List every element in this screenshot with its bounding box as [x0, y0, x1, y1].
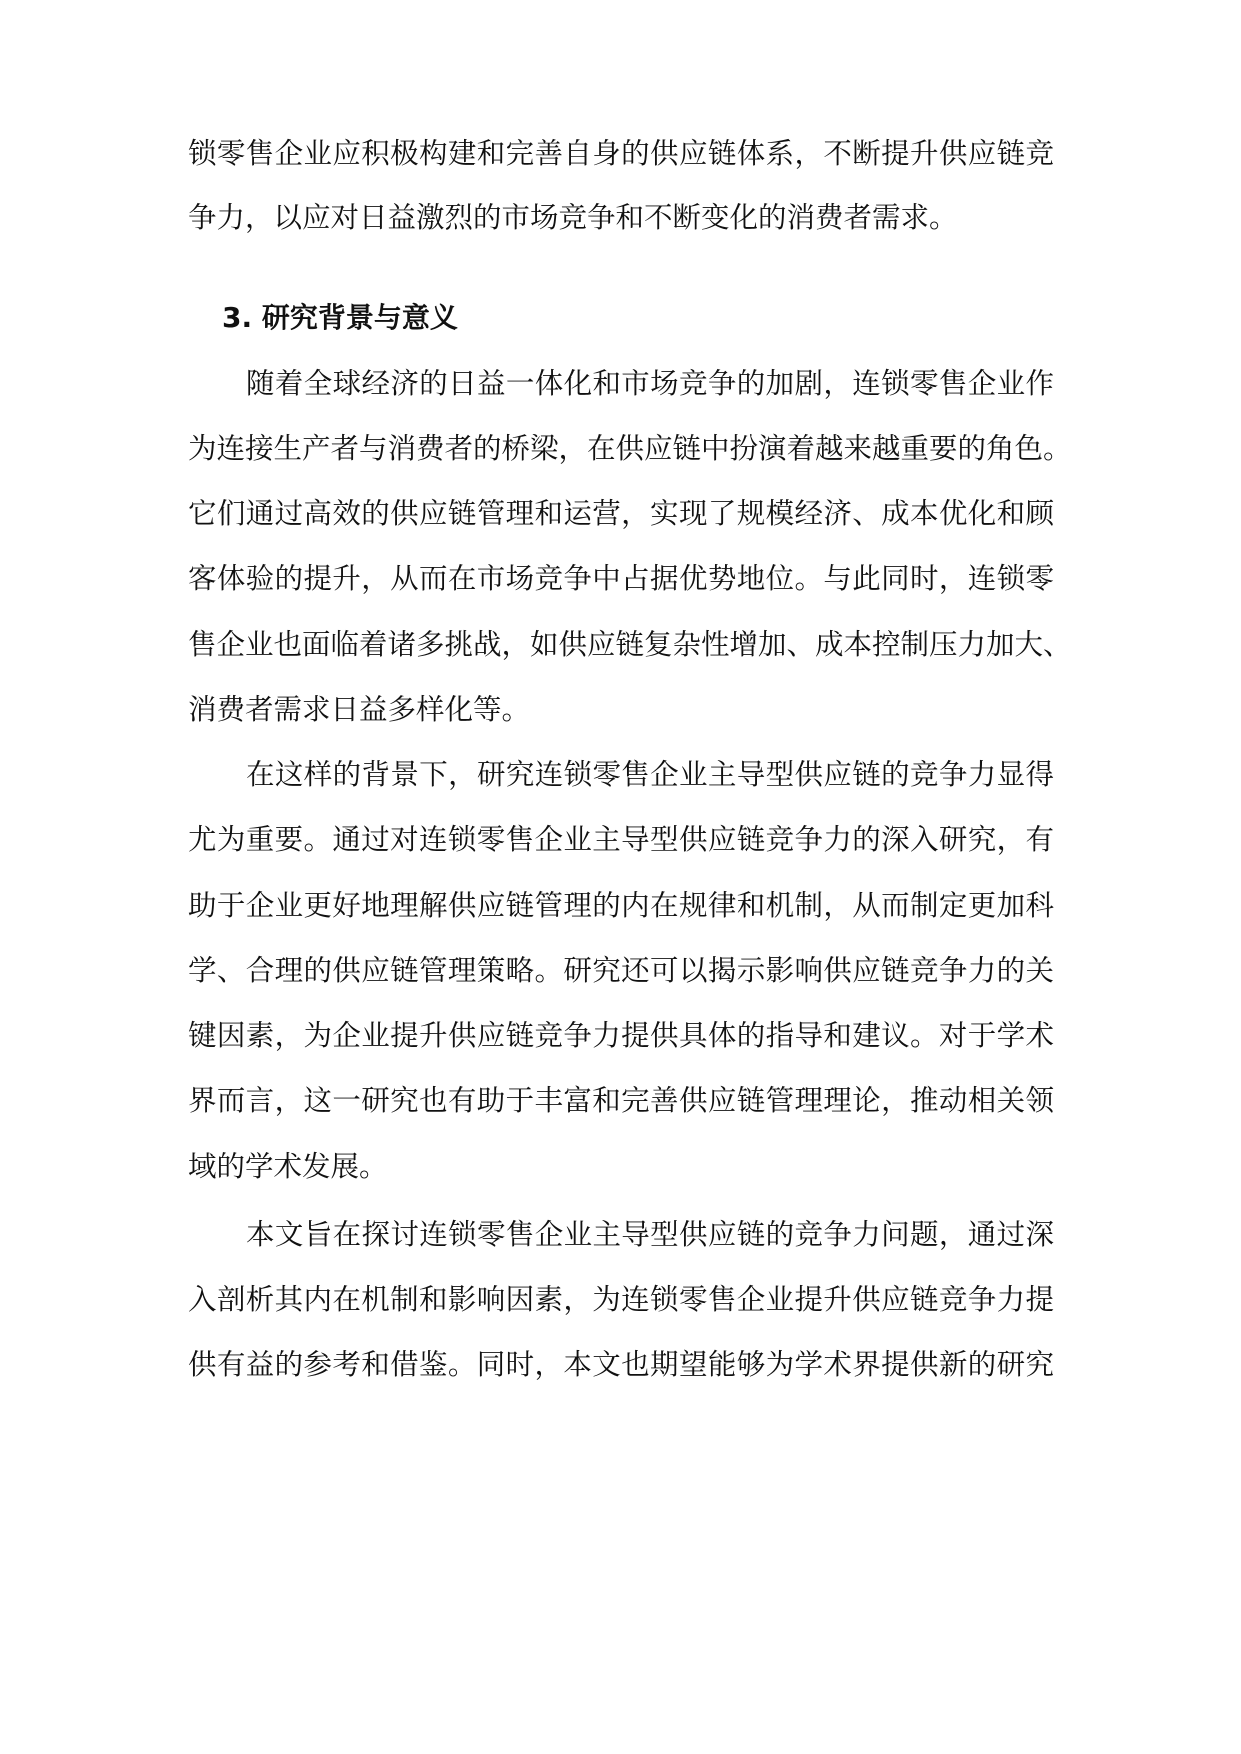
paragraph-line: 学、合理的供应链管理策略。研究还可以揭示影响供应链竞争力的关: [188, 954, 1054, 987]
paragraph-line: 争力，以应对日益激烈的市场竞争和不断变化的消费者需求。: [188, 201, 958, 234]
paragraph-line: 本文旨在探讨连锁零售企业主导型供应链的竞争力问题，通过深: [246, 1218, 1054, 1251]
section-heading: 3. 研究背景与意义: [222, 301, 458, 334]
paragraph-line: 键因素，为企业提升供应链竞争力提供具体的指导和建议。对于学术: [188, 1019, 1054, 1052]
paragraph-line: 界而言，这一研究也有助于丰富和完善供应链管理理论，推动相关领: [188, 1084, 1054, 1117]
paragraph-line: 它们通过高效的供应链管理和运营，实现了规模经济、成本优化和顾: [188, 497, 1054, 530]
paragraph-line: 助于企业更好地理解供应链管理的内在规律和机制，从而制定更加科: [188, 889, 1054, 922]
paragraph-line: 消费者需求日益多样化等。: [188, 693, 531, 726]
paragraph-line: 客体验的提升，从而在市场竞争中占据优势地位。与此同时，连锁零: [188, 562, 1054, 595]
paragraph-line: 为连接生产者与消费者的桥梁，在供应链中扮演着越来越重要的角色。: [188, 432, 1072, 465]
paragraph-line: 尤为重要。通过对连锁零售企业主导型供应链竞争力的深入研究，有: [188, 823, 1054, 856]
paragraph-line: 锁零售企业应积极构建和完善自身的供应链体系，不断提升供应链竞: [188, 137, 1054, 170]
paragraph-line: 售企业也面临着诸多挑战，如供应链复杂性增加、成本控制压力加大、: [188, 628, 1072, 661]
paragraph-line: 供有益的参考和借鉴。同时，本文也期望能够为学术界提供新的研究: [188, 1348, 1054, 1381]
paragraph-line: 随着全球经济的日益一体化和市场竞争的加剧，连锁零售企业作: [246, 367, 1054, 400]
paragraph-line: 在这样的背景下，研究连锁零售企业主导型供应链的竞争力显得: [246, 758, 1054, 791]
paragraph-line: 入剖析其内在机制和影响因素，为连锁零售企业提升供应链竞争力提: [188, 1283, 1054, 1316]
paragraph-line: 域的学术发展。: [188, 1150, 388, 1183]
